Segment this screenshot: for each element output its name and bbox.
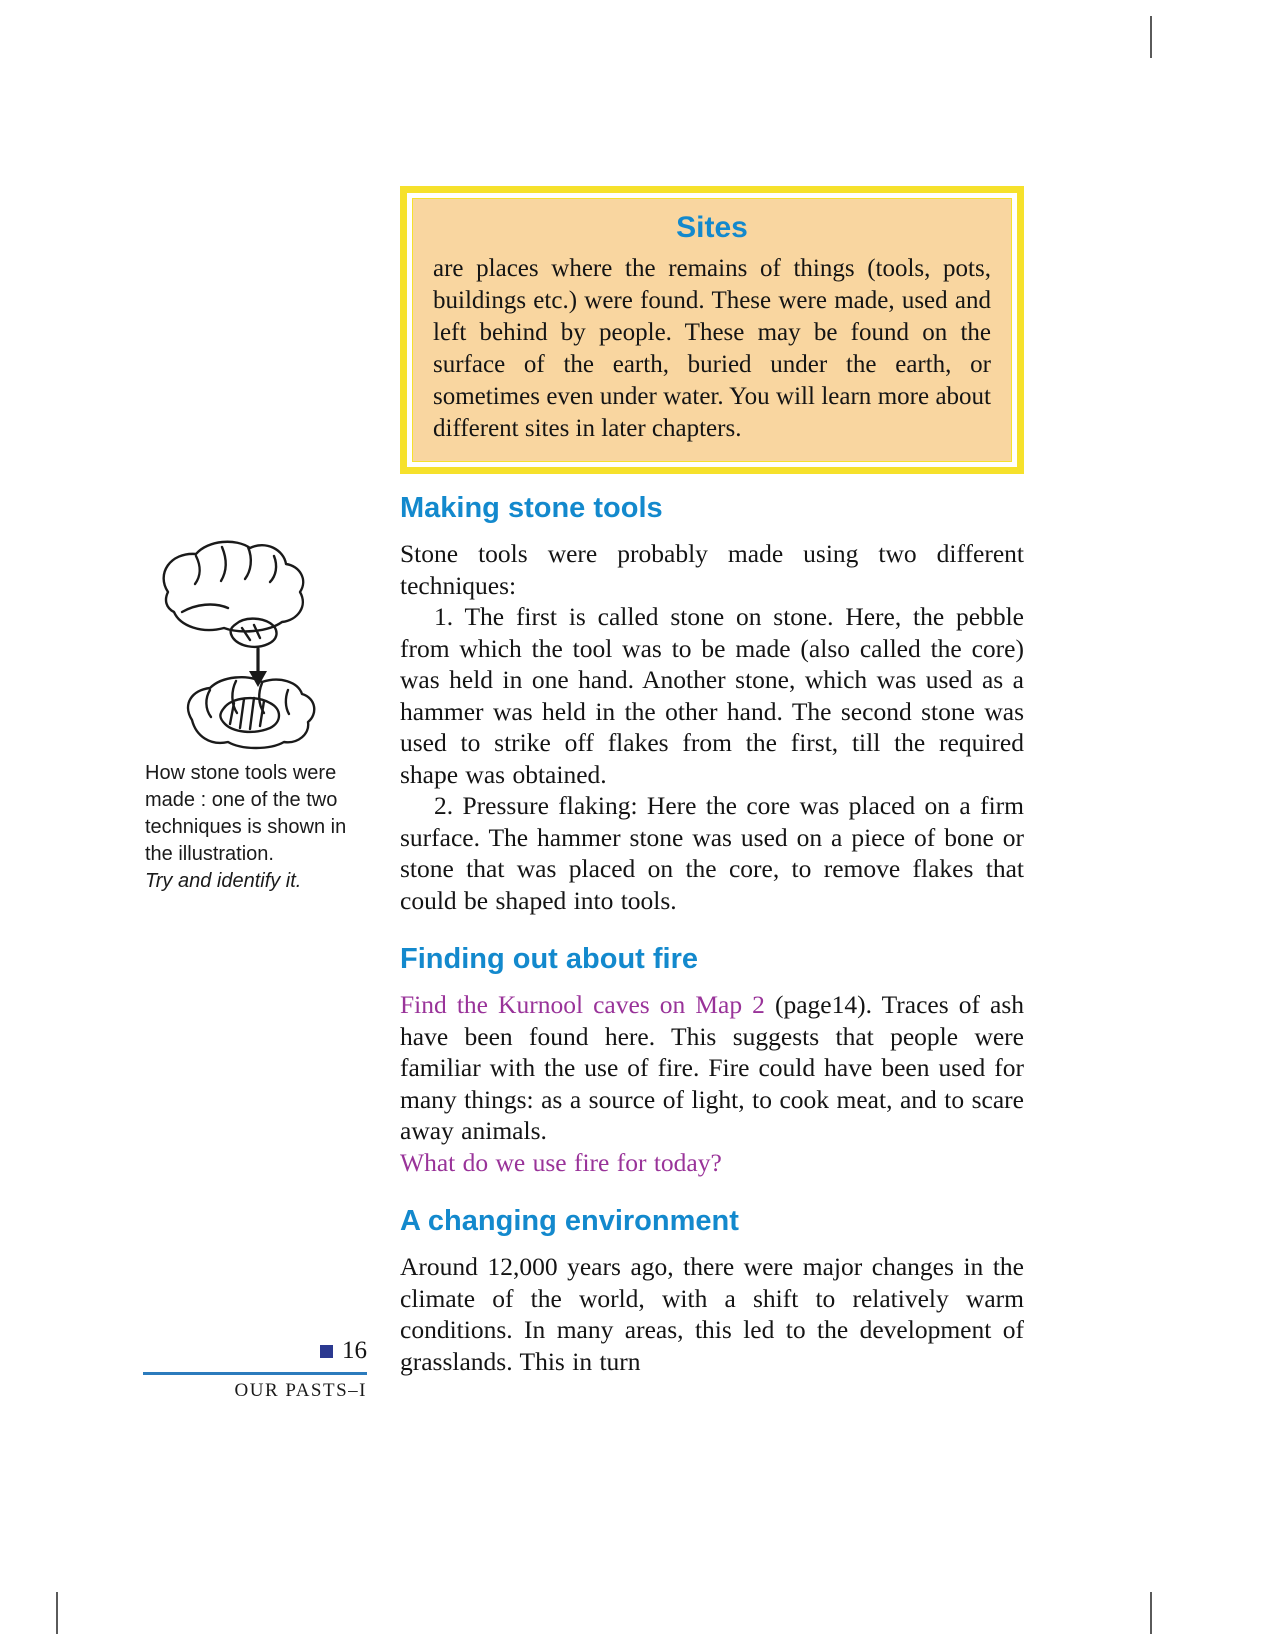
stone-tools-illustration bbox=[138, 532, 370, 759]
book-title: OUR PASTS–I bbox=[234, 1380, 367, 1401]
heading-a-changing-environment: A changing environment bbox=[400, 1205, 739, 1237]
page-footer bbox=[143, 1336, 367, 1402]
heading-making-stone-tools: Making stone tools bbox=[400, 492, 663, 524]
heading-finding-out-about-fire: Finding out about fire bbox=[400, 943, 699, 975]
illustration-caption-text: How stone tools were made : one of the two techniques is shown in the illustration. bbox=[145, 762, 347, 865]
illustration-caption bbox=[145, 760, 350, 895]
sites-box-body: are places where the remains of things (tools, pots, buildings etc.) were found. These were made, used and left behind by people. These may be found on the surface of the earth, buried under the earth, or sometimes even under water. You will learn more about different sites in later chapters. bbox=[433, 255, 991, 442]
fire-map-reference-text: Find the Kurnool caves on Map 2 bbox=[400, 990, 765, 1019]
sites-box-title: Sites bbox=[676, 211, 748, 244]
page-number-row bbox=[143, 1336, 367, 1366]
crop-mark-bottom-left bbox=[56, 1592, 58, 1634]
page-number: 16 bbox=[342, 1337, 367, 1364]
paragraph-pressure-flaking: 2. Pressure flaking: Here the core was placed on a firm surface. The hammer stone was used on a piece of bone or stone that was placed on the core, to remove flakes that could be shaped into tools. bbox=[400, 791, 1024, 915]
fire-question-text: What do we use fire for today? bbox=[400, 1147, 722, 1177]
sites-callout-box bbox=[400, 186, 1024, 474]
illustration-caption-italic: Try and identify it. bbox=[145, 870, 302, 892]
paragraph-finding-fire bbox=[400, 989, 1024, 1178]
crop-mark-bottom-right bbox=[1150, 1592, 1152, 1634]
stone-tools-illustration-svg bbox=[138, 532, 370, 754]
paragraph-stone-on-stone: 1. The first is called stone on stone. Here, the pebble from which the tool was to be made (also called the core) was held in one hand. Another stone, which was used as a hammer was held in the other hand. The second stone was used to strike off flakes from the first, till the required shape was obtained. bbox=[400, 602, 1024, 789]
sites-callout-inner bbox=[412, 198, 1012, 462]
crop-mark-top-right bbox=[1150, 16, 1152, 58]
fire-body-text: (page14). Traces of ash have been found here. This suggests that people were familiar with the use of fire. Fire could have been used for many things: as a source of light, to cook meat, and to scare away animals. bbox=[400, 990, 1024, 1145]
footer-rule bbox=[143, 1372, 367, 1375]
paragraph-changing-environment: Around 12,000 years ago, there were major changes in the climate of the world, with a shift to relatively warm conditions. In many areas, this led to the development of grasslands. This in turn bbox=[400, 1252, 1024, 1376]
page-number-square-icon bbox=[320, 1345, 333, 1358]
paragraph-stone-tools-intro: Stone tools were probably made using two different techniques: bbox=[400, 539, 1024, 600]
main-text-column bbox=[400, 186, 1024, 1377]
